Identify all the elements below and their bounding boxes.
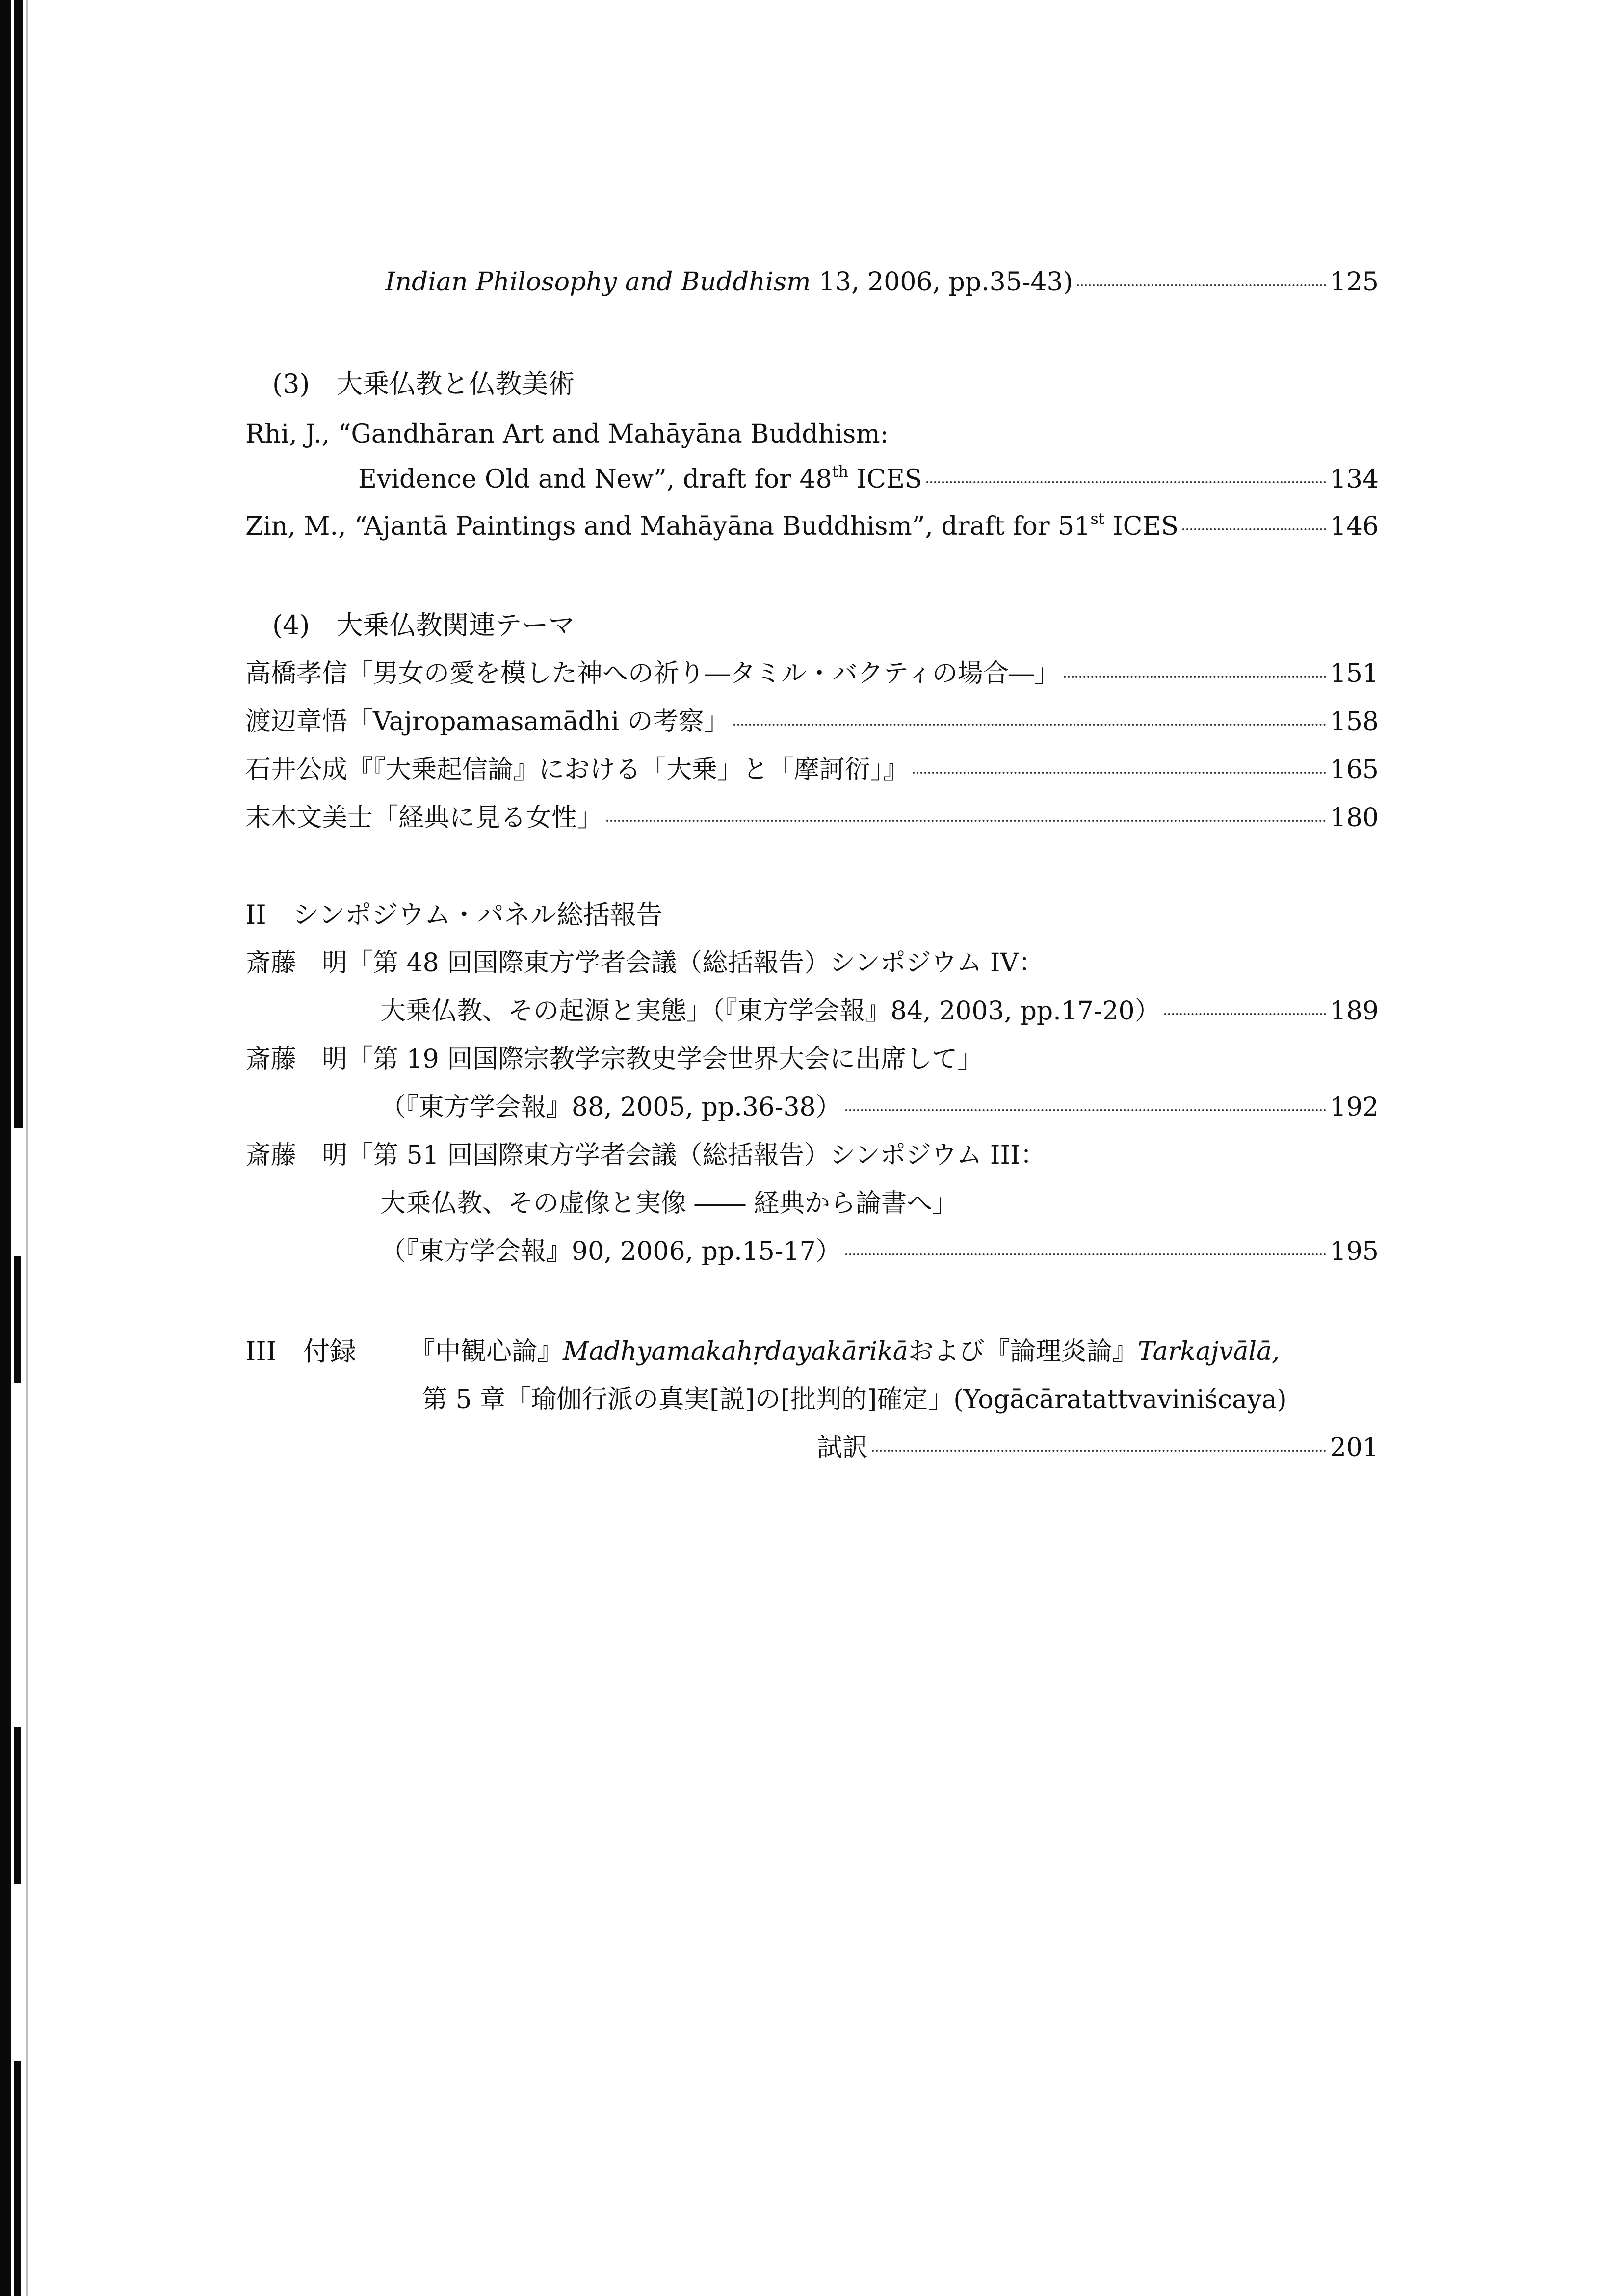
page-number: 134 bbox=[1330, 465, 1379, 494]
toc-entry-saito3-line2: 大乗仏教、その虚像と実像 ―― 経典から論書へ」 bbox=[380, 1189, 958, 1218]
page-number: 201 bbox=[1330, 1433, 1379, 1462]
toc-entry-appendix-line1 bbox=[410, 1334, 1280, 1369]
leader-dots bbox=[733, 724, 1326, 726]
toc-entry-saito3-line3 bbox=[380, 1234, 1379, 1269]
section-heading-3: (3) 大乗仏教と仏教美術 bbox=[272, 368, 575, 399]
entry-text: 大乗仏教、その起源と実態」（『東方学会報』84, 2003, pp.17-20） bbox=[380, 996, 1160, 1026]
toc-entry-saito3-line1: 斎藤 明「第 51 回国際東方学者会議（総括報告）シンポジウム III： bbox=[245, 1141, 1046, 1170]
entry-text: 高橋孝信「男女の愛を模した神への祈り―タミル・バクティの場合―」 bbox=[245, 659, 1060, 688]
toc-entry-appendix-line3 bbox=[817, 1431, 1379, 1465]
toc-entry-saito2-line1: 斎藤 明「第 19 回国際宗教学宗教史学会世界大会に出席して」 bbox=[245, 1044, 983, 1074]
journal-title: Indian Philosophy and Buddhism bbox=[385, 267, 811, 297]
page-number: 125 bbox=[1330, 267, 1379, 297]
ordinal-suffix: st bbox=[1090, 509, 1105, 528]
entry-text: （『東方学会報』88, 2005, pp.36-38） bbox=[380, 1093, 841, 1122]
toc-entry-sueki bbox=[245, 801, 1379, 835]
leader-dots bbox=[1077, 284, 1326, 286]
page-number: 158 bbox=[1330, 707, 1379, 736]
entry-text bbox=[358, 462, 922, 496]
toc-entry-saito2-line2 bbox=[380, 1090, 1379, 1124]
part-heading-2: II シンポジウム・パネル総括報告 bbox=[245, 899, 663, 930]
title-japanese-1: 『中観心論』 bbox=[410, 1337, 563, 1366]
leader-dots bbox=[913, 772, 1326, 774]
entry-text: 渡辺章悟「Vajropamasamādhi の考察」 bbox=[245, 707, 730, 736]
entry-text: （『東方学会報』90, 2006, pp.15-17） bbox=[380, 1237, 841, 1266]
page-number: 192 bbox=[1330, 1093, 1379, 1122]
citation-details: 13, 2006, pp.35-43) bbox=[811, 267, 1073, 297]
page-number: 195 bbox=[1330, 1237, 1379, 1266]
page-number: 189 bbox=[1330, 996, 1379, 1026]
page-number: 151 bbox=[1330, 659, 1379, 688]
entry-text: 石井公成『『大乗起信論』における「大乗」と「摩訶衍」』 bbox=[245, 755, 909, 784]
leader-dots bbox=[926, 481, 1326, 483]
leader-dots bbox=[845, 1109, 1326, 1111]
leader-dots bbox=[1064, 676, 1326, 678]
entry-text bbox=[245, 509, 1179, 544]
part-heading-3: III 付録 bbox=[245, 1336, 356, 1367]
leader-dots bbox=[606, 820, 1326, 822]
toc-entry-continuation bbox=[385, 265, 1379, 299]
section-heading-4: (4) 大乗仏教関連テーマ bbox=[272, 610, 575, 641]
page-number: 165 bbox=[1330, 755, 1379, 784]
title-sanskrit-1: Madhyamakahṛdayakārikā bbox=[563, 1337, 908, 1366]
toc-entry-appendix-line2: 第 5 章「瑜伽行派の真実[説]の[批判的]確定」(Yogācāratattvaviniścaya) bbox=[422, 1385, 1287, 1414]
leader-dots bbox=[845, 1253, 1326, 1255]
entry-text-end: ICES bbox=[848, 465, 922, 494]
page-number: 146 bbox=[1330, 512, 1379, 541]
toc-entry-takahashi bbox=[245, 656, 1379, 691]
entry-text: 試訳 bbox=[817, 1433, 868, 1462]
entry-text-main: Evidence Old and New”, draft for 48 bbox=[358, 465, 832, 494]
ordinal-suffix: th bbox=[832, 462, 849, 481]
title-sanskrit-2: Tarkajvālā, bbox=[1137, 1337, 1280, 1366]
entry-text bbox=[385, 265, 1073, 299]
toc-entry-saito1-line2 bbox=[380, 994, 1379, 1028]
toc-entry-saito1-line1: 斎藤 明「第 48 回国際東方学者会議（総括報告）シンポジウム IV： bbox=[245, 948, 1045, 978]
entry-text: 末木文美士「経典に見る女性」 bbox=[245, 803, 603, 833]
toc-entry-watanabe bbox=[245, 704, 1379, 739]
leader-dots bbox=[872, 1450, 1326, 1452]
title-japanese-2: および『論理炎論』 bbox=[908, 1337, 1138, 1366]
toc-entry-ishii bbox=[245, 753, 1379, 787]
toc-entry-rhi-line1: Rhi, J., “Gandhāran Art and Mahāyāna Buddhism: bbox=[245, 419, 889, 449]
toc-entry-rhi-line2 bbox=[358, 462, 1379, 496]
entry-text-main: Zin, M., “Ajantā Paintings and Mahāyāna Buddhism”, draft for 51 bbox=[245, 512, 1091, 541]
entry-text-end: ICES bbox=[1104, 512, 1179, 541]
toc-entry-zin bbox=[245, 509, 1379, 544]
page-number: 180 bbox=[1330, 803, 1379, 833]
leader-dots bbox=[1164, 1013, 1326, 1015]
leader-dots bbox=[1182, 528, 1326, 530]
